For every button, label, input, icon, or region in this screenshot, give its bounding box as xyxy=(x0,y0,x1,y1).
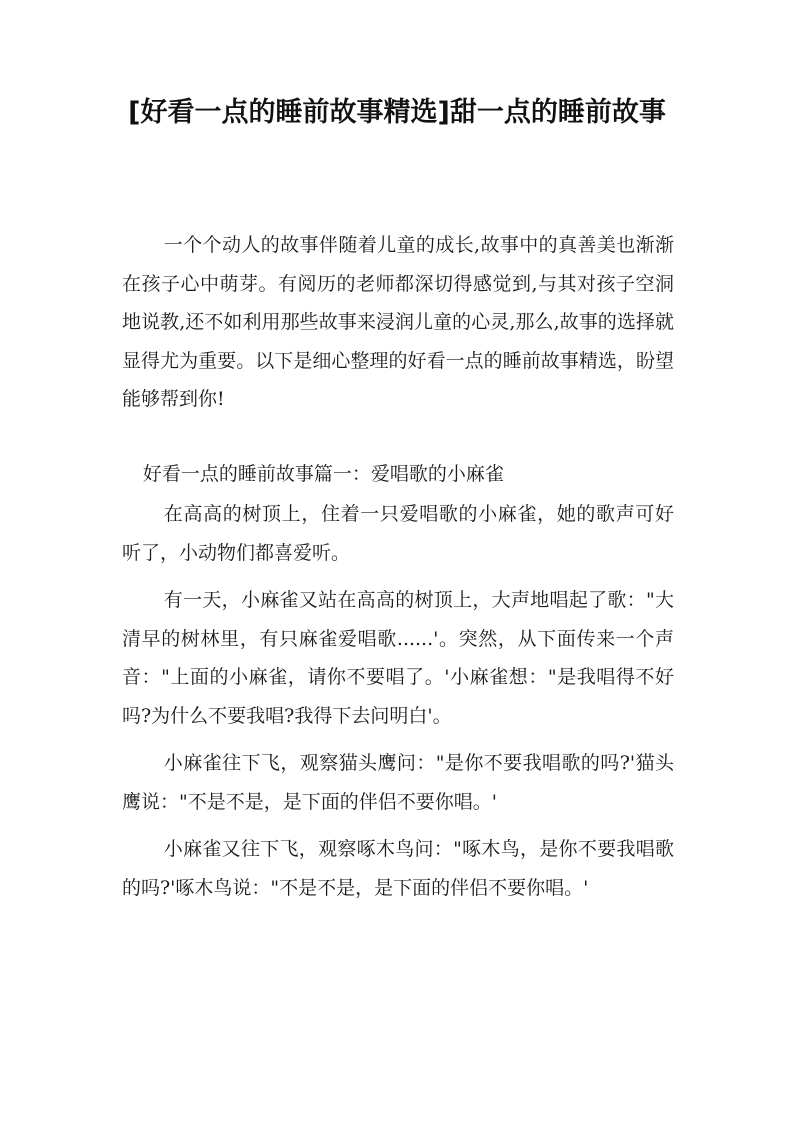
intro-paragraph: 一个个动人的故事伴随着儿童的成长,故事中的真善美也渐渐在孩子心中萌芽。有阅历的老师都深切得感觉到,与其对孩子空洞地说教,还不如利用那些故事来浸润儿童的心灵,那么,故事的选择就显得尤为重要。以下是细心整理的好看一点的睡前故事精选，盼望能够帮到你! xyxy=(122,234,674,410)
section-heading: 好看一点的睡前故事篇一：爱唱歌的小麻雀 xyxy=(142,462,504,485)
story-paragraph: 小麻雀往下飞，观察猫头鹰问："是你不要我唱歌的吗?'猫头鹰说："不是不是，是下面的伴侣不要你唱。' xyxy=(122,752,674,813)
document-body xyxy=(122,226,674,916)
story-paragraph: 在高高的树顶上，住着一只爱唱歌的小麻雀，她的歌声可好听了，小动物们都喜爱听。 xyxy=(122,503,674,564)
story-paragraph: 有一天，小麻雀又站在高高的树顶上，大声地唱起了歌："大清早的树林里，有只麻雀爱唱歌......'。突然，从下面传来一个声音："上面的小麻雀，请你不要唱了。'小麻雀想："是我唱得不好吗?为什么不要我唱?我得下去问明白'。 xyxy=(122,589,674,727)
document-title: [好看一点的睡前故事精选]甜一点的睡前故事 xyxy=(128,97,666,128)
story-paragraph: 小麻雀又往下飞，观察啄木鸟问："啄木鸟，是你不要我唱歌的吗?'啄木鸟说："不是不是，是下面的伴侣不要你唱。' xyxy=(122,838,674,899)
